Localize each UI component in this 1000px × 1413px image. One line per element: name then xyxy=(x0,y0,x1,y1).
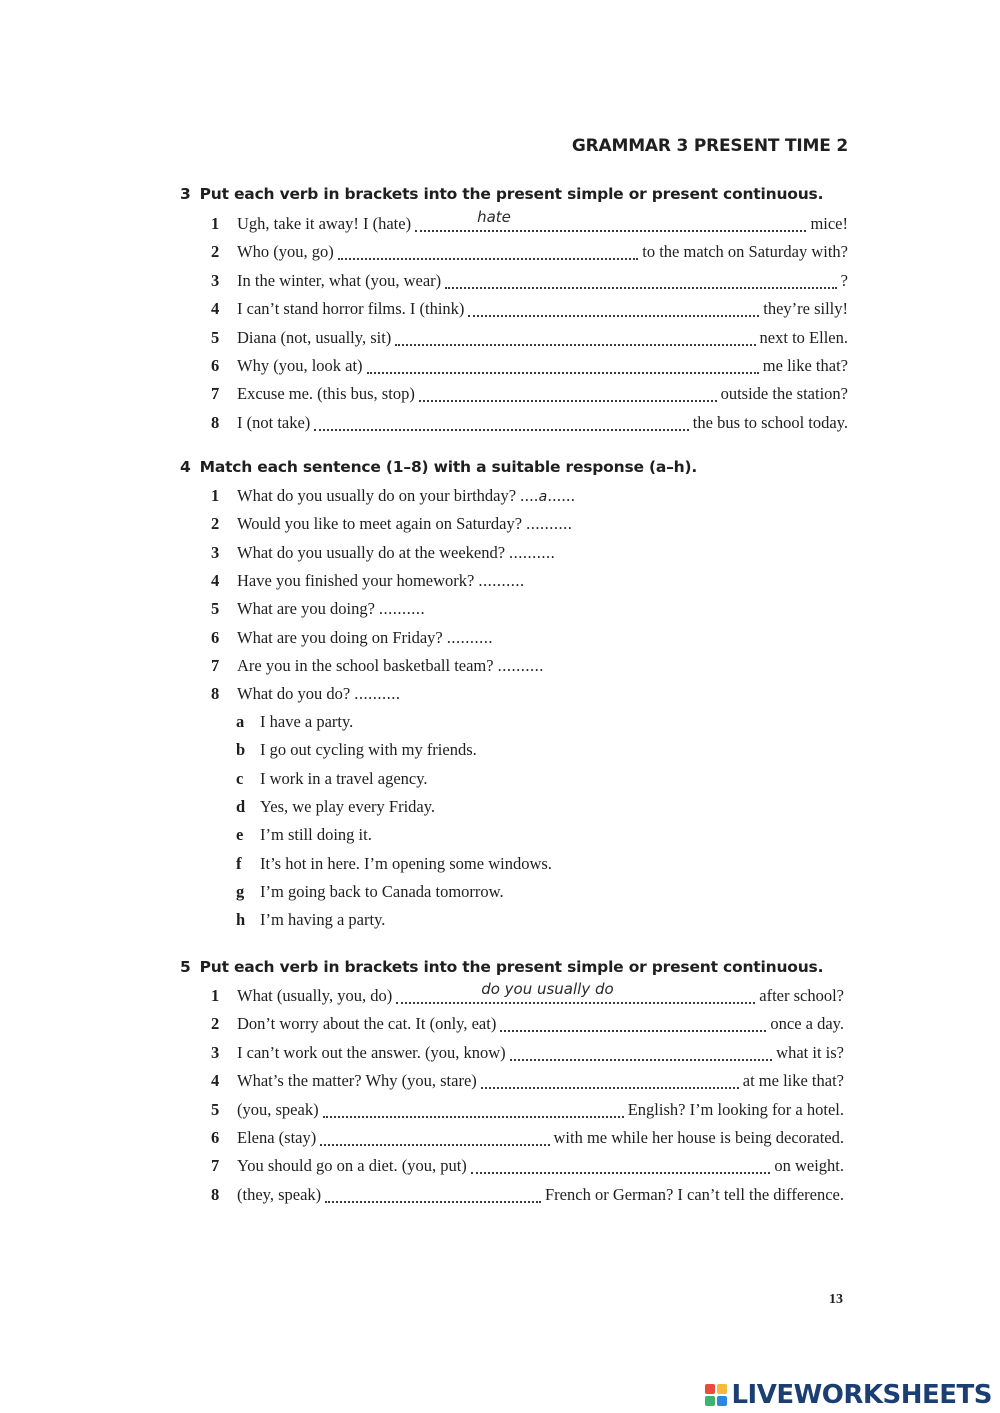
item-ending: mice! xyxy=(810,214,848,233)
match-answer-blank[interactable]: .......... xyxy=(354,684,401,704)
item-number: 7 xyxy=(211,384,220,404)
question-text: What do you do? xyxy=(237,684,351,704)
match-question xyxy=(211,654,544,678)
match-question xyxy=(211,484,575,508)
item-ending: outside the station? xyxy=(720,384,848,404)
exercise-item xyxy=(211,326,848,350)
exercise-item xyxy=(211,980,844,1008)
exercise-item xyxy=(211,1041,844,1065)
response-text: I work in a travel agency. xyxy=(260,768,428,788)
item-ending: after school? xyxy=(759,986,844,1005)
item-prompt: I can’t work out the answer. (you, know) xyxy=(237,1042,506,1062)
item-prompt: (you, speak) xyxy=(237,1099,319,1119)
answer-blank[interactable] xyxy=(320,1128,549,1146)
answer-text: hate xyxy=(477,208,511,226)
item-number: 8 xyxy=(211,684,220,704)
response-text: I’m having a party. xyxy=(260,910,386,930)
page-header: GRAMMAR 3 PRESENT TIME 2 xyxy=(571,136,848,156)
item-prompt: Diana (not, usually, sit) xyxy=(237,327,392,347)
item-prompt: What’s the matter? Why (you, stare) xyxy=(237,1071,477,1091)
answer-blank[interactable] xyxy=(500,1014,766,1032)
exercise-5-title xyxy=(180,958,823,976)
item-number: 2 xyxy=(211,1014,220,1034)
exercise-item xyxy=(211,240,848,264)
answer-text: do you usually do xyxy=(481,980,614,998)
response-letter: a xyxy=(236,712,245,731)
answer-blank[interactable] xyxy=(471,1156,771,1174)
page-number: 13 xyxy=(829,1292,843,1307)
exercise-item xyxy=(211,1069,844,1093)
item-number: 5 xyxy=(211,599,220,619)
answer-blank[interactable] xyxy=(510,1043,772,1061)
item-prompt: I (not take) xyxy=(237,412,311,432)
answer-blank[interactable] xyxy=(367,356,759,374)
item-ending: ? xyxy=(840,270,848,290)
exercise-item xyxy=(211,382,848,406)
item-ending: they’re silly! xyxy=(763,299,848,319)
response-option xyxy=(236,795,435,819)
brand-name: LIVEWORKSHEETS xyxy=(731,1380,992,1410)
response-option xyxy=(236,880,504,904)
question-text: Would you like to meet again on Saturday? xyxy=(237,514,523,534)
exercise-instruction: Match each sentence (1–8) with a suitable response (a–h). xyxy=(199,458,698,476)
match-answer-text: a xyxy=(538,489,548,505)
item-number: 1 xyxy=(211,986,220,1005)
logo-tile xyxy=(717,1384,727,1394)
item-prompt: Excuse me. (this bus, stop) xyxy=(237,384,415,404)
item-number: 6 xyxy=(211,627,220,647)
item-ending: the bus to school today. xyxy=(692,412,848,432)
answer-blank[interactable] xyxy=(396,980,755,1004)
item-prompt: Elena (stay) xyxy=(237,1128,317,1147)
question-text: Have you finished your homework? xyxy=(237,570,475,590)
response-letter: e xyxy=(236,825,244,845)
item-prompt: Who (you, go) xyxy=(237,242,334,262)
item-ending: next to Ellen. xyxy=(759,327,848,347)
answer-blank[interactable] xyxy=(395,328,755,346)
logo-icon xyxy=(705,1384,727,1406)
answer-blank[interactable] xyxy=(481,1071,739,1089)
exercise-item xyxy=(211,1098,844,1122)
item-ending: me like that? xyxy=(762,356,848,375)
answer-blank[interactable] xyxy=(445,271,837,289)
match-answer-blank[interactable]: .......... xyxy=(446,627,493,647)
exercise-item xyxy=(211,269,848,293)
response-letter: h xyxy=(236,910,246,930)
exercise-item xyxy=(211,1154,844,1178)
item-number: 4 xyxy=(211,1071,220,1091)
match-question xyxy=(211,597,425,621)
response-text: I have a party. xyxy=(260,712,354,731)
exercise-3-title xyxy=(180,185,823,203)
liveworksheets-logo xyxy=(705,1380,992,1410)
answer-blank[interactable] xyxy=(323,1100,624,1118)
response-option xyxy=(236,710,353,734)
exercise-number: 5 xyxy=(180,958,191,976)
exercise-number: 3 xyxy=(180,185,191,203)
response-option xyxy=(236,767,428,791)
item-number: 4 xyxy=(211,299,220,319)
item-number: 1 xyxy=(211,486,220,505)
item-prompt: You should go on a diet. (you, put) xyxy=(237,1156,467,1176)
match-question xyxy=(211,569,525,593)
item-number: 5 xyxy=(211,1099,220,1119)
answer-blank[interactable] xyxy=(415,208,806,232)
question-text: What are you doing on Friday? xyxy=(237,627,443,647)
logo-tile xyxy=(705,1384,715,1394)
response-letter: d xyxy=(236,796,246,816)
response-text: I’m going back to Canada tomorrow. xyxy=(260,881,504,901)
exercise-item xyxy=(211,411,848,435)
match-question xyxy=(211,682,400,706)
response-text: Yes, we play every Friday. xyxy=(260,796,436,816)
item-ending: what it is? xyxy=(776,1042,844,1062)
match-question xyxy=(211,541,555,565)
answer-blank[interactable] xyxy=(338,242,639,260)
response-option xyxy=(236,738,477,762)
exercise-instruction: Put each verb in brackets into the present simple or present continuous. xyxy=(199,958,824,976)
match-answer-blank[interactable]: .......... xyxy=(478,570,525,590)
response-text: I go out cycling with my friends. xyxy=(260,740,477,760)
match-question xyxy=(211,512,572,536)
match-answer-blank[interactable]: .......... xyxy=(497,655,544,675)
question-text: What do you usually do on your birthday? xyxy=(237,486,517,505)
item-ending: to the match on Saturday with? xyxy=(642,242,848,262)
item-prompt: Don’t worry about the cat. It (only, eat) xyxy=(237,1014,497,1034)
item-prompt: I can’t stand horror films. I (think) xyxy=(237,299,465,319)
item-ending: at me like that? xyxy=(742,1071,844,1091)
response-option xyxy=(236,908,385,932)
answer-blank[interactable] xyxy=(325,1185,541,1203)
item-ending: French or German? I can’t tell the difference. xyxy=(545,1184,844,1204)
item-prompt: Ugh, take it away! I (hate) xyxy=(237,214,412,233)
item-number: 2 xyxy=(211,242,220,262)
item-prompt: (they, speak) xyxy=(237,1184,322,1204)
exercise-4-title xyxy=(180,458,697,476)
response-option xyxy=(236,823,372,847)
response-text: It’s hot in here. I’m opening some windows. xyxy=(260,853,552,873)
question-text: What are you doing? xyxy=(237,599,375,619)
response-letter: b xyxy=(236,740,246,760)
exercise-instruction: Put each verb in brackets into the present simple or present continuous. xyxy=(199,185,824,203)
match-answer-blank[interactable]: ....a...... xyxy=(520,486,576,505)
exercise-number: 4 xyxy=(180,458,191,476)
match-answer-blank[interactable]: .......... xyxy=(526,514,573,534)
exercise-item xyxy=(211,297,848,321)
question-text: Are you in the school basketball team? xyxy=(237,655,494,675)
item-number: 5 xyxy=(211,327,220,347)
item-prompt: In the winter, what (you, wear) xyxy=(237,270,442,290)
item-number: 4 xyxy=(211,570,220,590)
item-number: 8 xyxy=(211,1184,220,1204)
item-number: 3 xyxy=(211,270,220,290)
question-text: What do you usually do at the weekend? xyxy=(237,542,506,562)
item-prompt: Why (you, look at) xyxy=(237,356,363,375)
item-number: 6 xyxy=(211,356,220,375)
answer-blank[interactable] xyxy=(314,413,688,431)
item-number: 3 xyxy=(211,542,220,562)
match-answer-blank[interactable]: .......... xyxy=(509,542,556,562)
response-letter: g xyxy=(236,881,245,901)
exercise-item xyxy=(211,208,848,236)
response-letter: f xyxy=(236,853,242,873)
exercise-item xyxy=(211,354,848,378)
item-number: 3 xyxy=(211,1042,220,1062)
response-text: I’m still doing it. xyxy=(260,825,372,845)
exercise-item xyxy=(211,1183,844,1207)
item-number: 7 xyxy=(211,655,220,675)
logo-tile xyxy=(717,1396,727,1406)
item-ending: English? I’m looking for a hotel. xyxy=(627,1099,844,1119)
answer-blank[interactable] xyxy=(468,299,759,317)
item-ending: once a day. xyxy=(770,1014,844,1034)
item-prompt: What (usually, you, do) xyxy=(237,986,393,1005)
exercise-item xyxy=(211,1012,844,1036)
exercise-item xyxy=(211,1126,844,1150)
item-number: 1 xyxy=(211,214,220,233)
item-number: 8 xyxy=(211,412,220,432)
match-answer-blank[interactable]: .......... xyxy=(378,599,426,619)
item-number: 2 xyxy=(211,514,220,534)
item-ending: with me while her house is being decorated. xyxy=(553,1128,844,1147)
item-ending: on weight. xyxy=(774,1156,844,1176)
answer-blank[interactable] xyxy=(419,384,717,402)
item-number: 6 xyxy=(211,1128,220,1147)
response-letter: c xyxy=(236,768,244,788)
item-number: 7 xyxy=(211,1156,220,1176)
response-option xyxy=(236,852,552,876)
logo-tile xyxy=(705,1396,715,1406)
match-question xyxy=(211,626,493,650)
